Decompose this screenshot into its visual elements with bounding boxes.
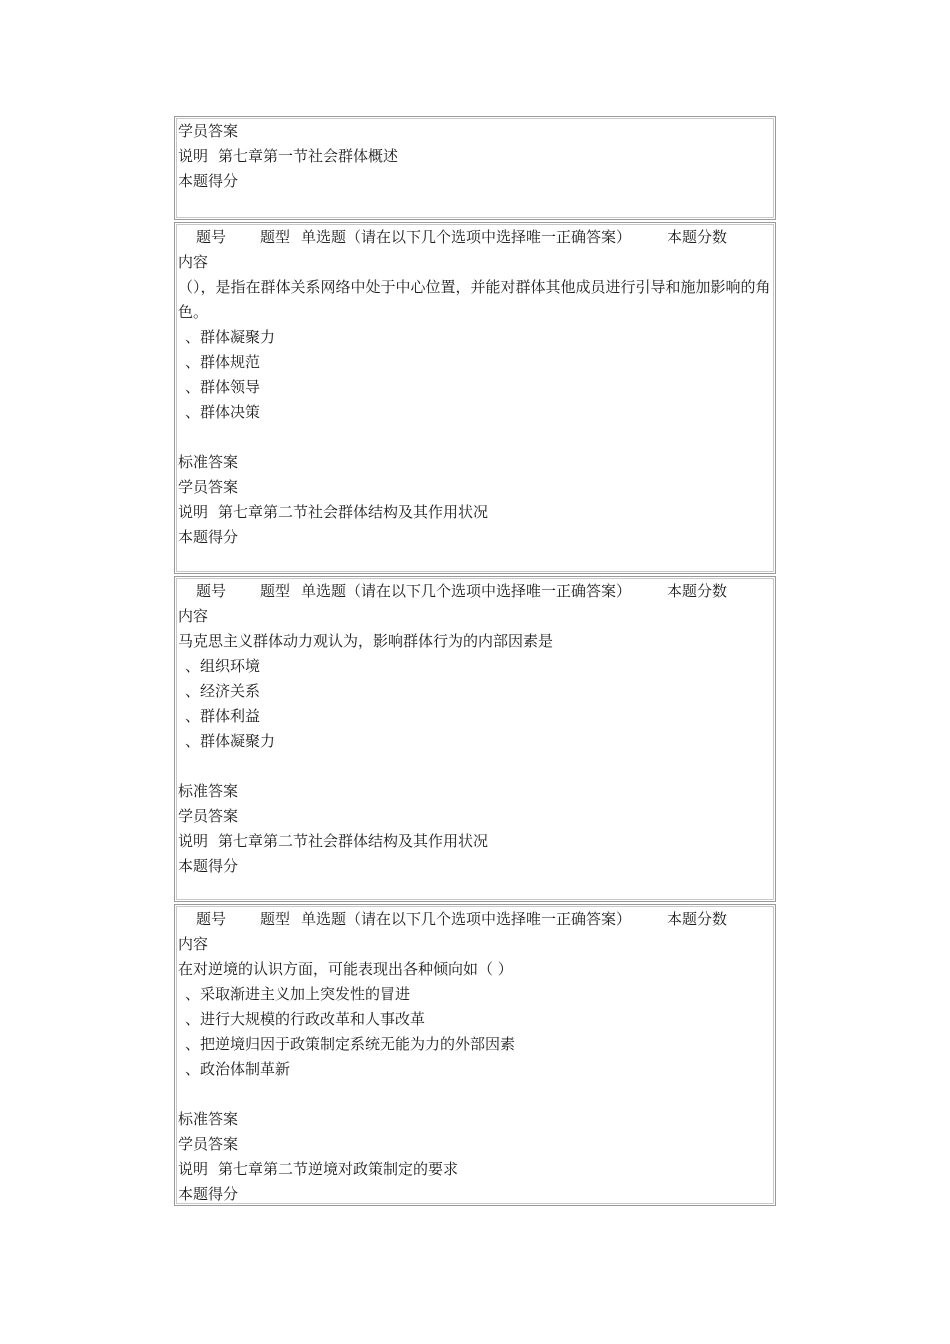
- content-label: 内容: [178, 253, 209, 271]
- score-obtained-label: 本题得分: [178, 857, 239, 875]
- score-obtained-row: [178, 169, 772, 194]
- question-type-value: 单选题（请在以下几个选项中选择唯一正确答案）: [301, 910, 632, 928]
- question-type-value: 单选题（请在以下几个选项中选择唯一正确答案）: [301, 228, 632, 246]
- question-no-label: 题号: [196, 228, 227, 246]
- score-obtained-label: 本题得分: [178, 172, 239, 190]
- exam-record-sheet: [174, 116, 776, 1208]
- question-header: [178, 579, 772, 604]
- question-header: [178, 225, 772, 250]
- score-obtained-label: 本题得分: [178, 528, 239, 546]
- option: 、组织环境: [185, 657, 261, 675]
- question-block: [174, 576, 776, 902]
- question-type-value: 单选题（请在以下几个选项中选择唯一正确答案）: [301, 582, 632, 600]
- note-text: 第七章第二节社会群体结构及其作用状况: [218, 503, 489, 521]
- note-label: 说明: [178, 1160, 209, 1178]
- question-type-label: 题型: [260, 910, 291, 928]
- option: 、经济关系: [185, 682, 261, 700]
- option: 、群体领导: [185, 378, 261, 396]
- student-answer-label: 学员答案: [178, 122, 239, 140]
- question-no-label: 题号: [196, 582, 227, 600]
- note-row: [178, 1157, 772, 1182]
- content-label: 内容: [178, 935, 209, 953]
- option: 、进行大规模的行政改革和人事改革: [185, 1010, 426, 1028]
- question-stem: 在对逆境的认识方面，可能表现出各种倾向如（ ）: [178, 960, 513, 978]
- content-label: 内容: [178, 607, 209, 625]
- question-type-label: 题型: [260, 228, 291, 246]
- option: 、政治体制革新: [185, 1060, 291, 1078]
- option: 、群体凝聚力: [185, 732, 276, 750]
- option: 、把逆境归因于政策制定系统无能为力的外部因素: [185, 1035, 516, 1053]
- question-score-label: 本题分数: [667, 910, 728, 928]
- student-answer-row: [178, 119, 772, 144]
- note-text: 第七章第二节社会群体结构及其作用状况: [218, 832, 489, 850]
- note-text: 第七章第二节逆境对政策制定的要求: [218, 1160, 459, 1178]
- student-answer-label: 学员答案: [178, 478, 239, 496]
- spacer: [178, 754, 772, 779]
- note-label: 说明: [178, 147, 209, 165]
- question-block: [174, 222, 776, 574]
- option: 、群体凝聚力: [185, 328, 276, 346]
- question-score-label: 本题分数: [667, 228, 728, 246]
- option: 、群体决策: [185, 403, 261, 421]
- question-type-label: 题型: [260, 582, 291, 600]
- student-answer-label: 学员答案: [178, 1135, 239, 1153]
- note-label: 说明: [178, 503, 209, 521]
- question-no-label: 题号: [196, 910, 227, 928]
- note-row: [178, 500, 772, 525]
- option: 、群体利益: [185, 707, 261, 725]
- question-header: [178, 907, 772, 932]
- standard-answer-label: 标准答案: [178, 1110, 239, 1128]
- spacer: [178, 1082, 772, 1107]
- note-row: [178, 829, 772, 854]
- standard-answer-label: 标准答案: [178, 782, 239, 800]
- note-row: [178, 144, 772, 169]
- question-block-partial: [174, 116, 776, 220]
- option: 、群体规范: [185, 353, 261, 371]
- question-score-label: 本题分数: [667, 582, 728, 600]
- question-block: [174, 904, 776, 1206]
- student-answer-label: 学员答案: [178, 807, 239, 825]
- spacer: [178, 425, 772, 450]
- standard-answer-label: 标准答案: [178, 453, 239, 471]
- score-obtained-label: 本题得分: [178, 1185, 239, 1203]
- question-stem: （），是指在群体关系网络中处于中心位置，并能对群体其他成员进行引导和施加影响的角色。: [178, 278, 771, 321]
- note-label: 说明: [178, 832, 209, 850]
- option: 、采取渐进主义加上突发性的冒进: [185, 985, 411, 1003]
- question-stem: 马克思主义群体动力观认为，影响群体行为的内部因素是: [178, 632, 554, 650]
- note-text: 第七章第一节社会群体概述: [218, 147, 399, 165]
